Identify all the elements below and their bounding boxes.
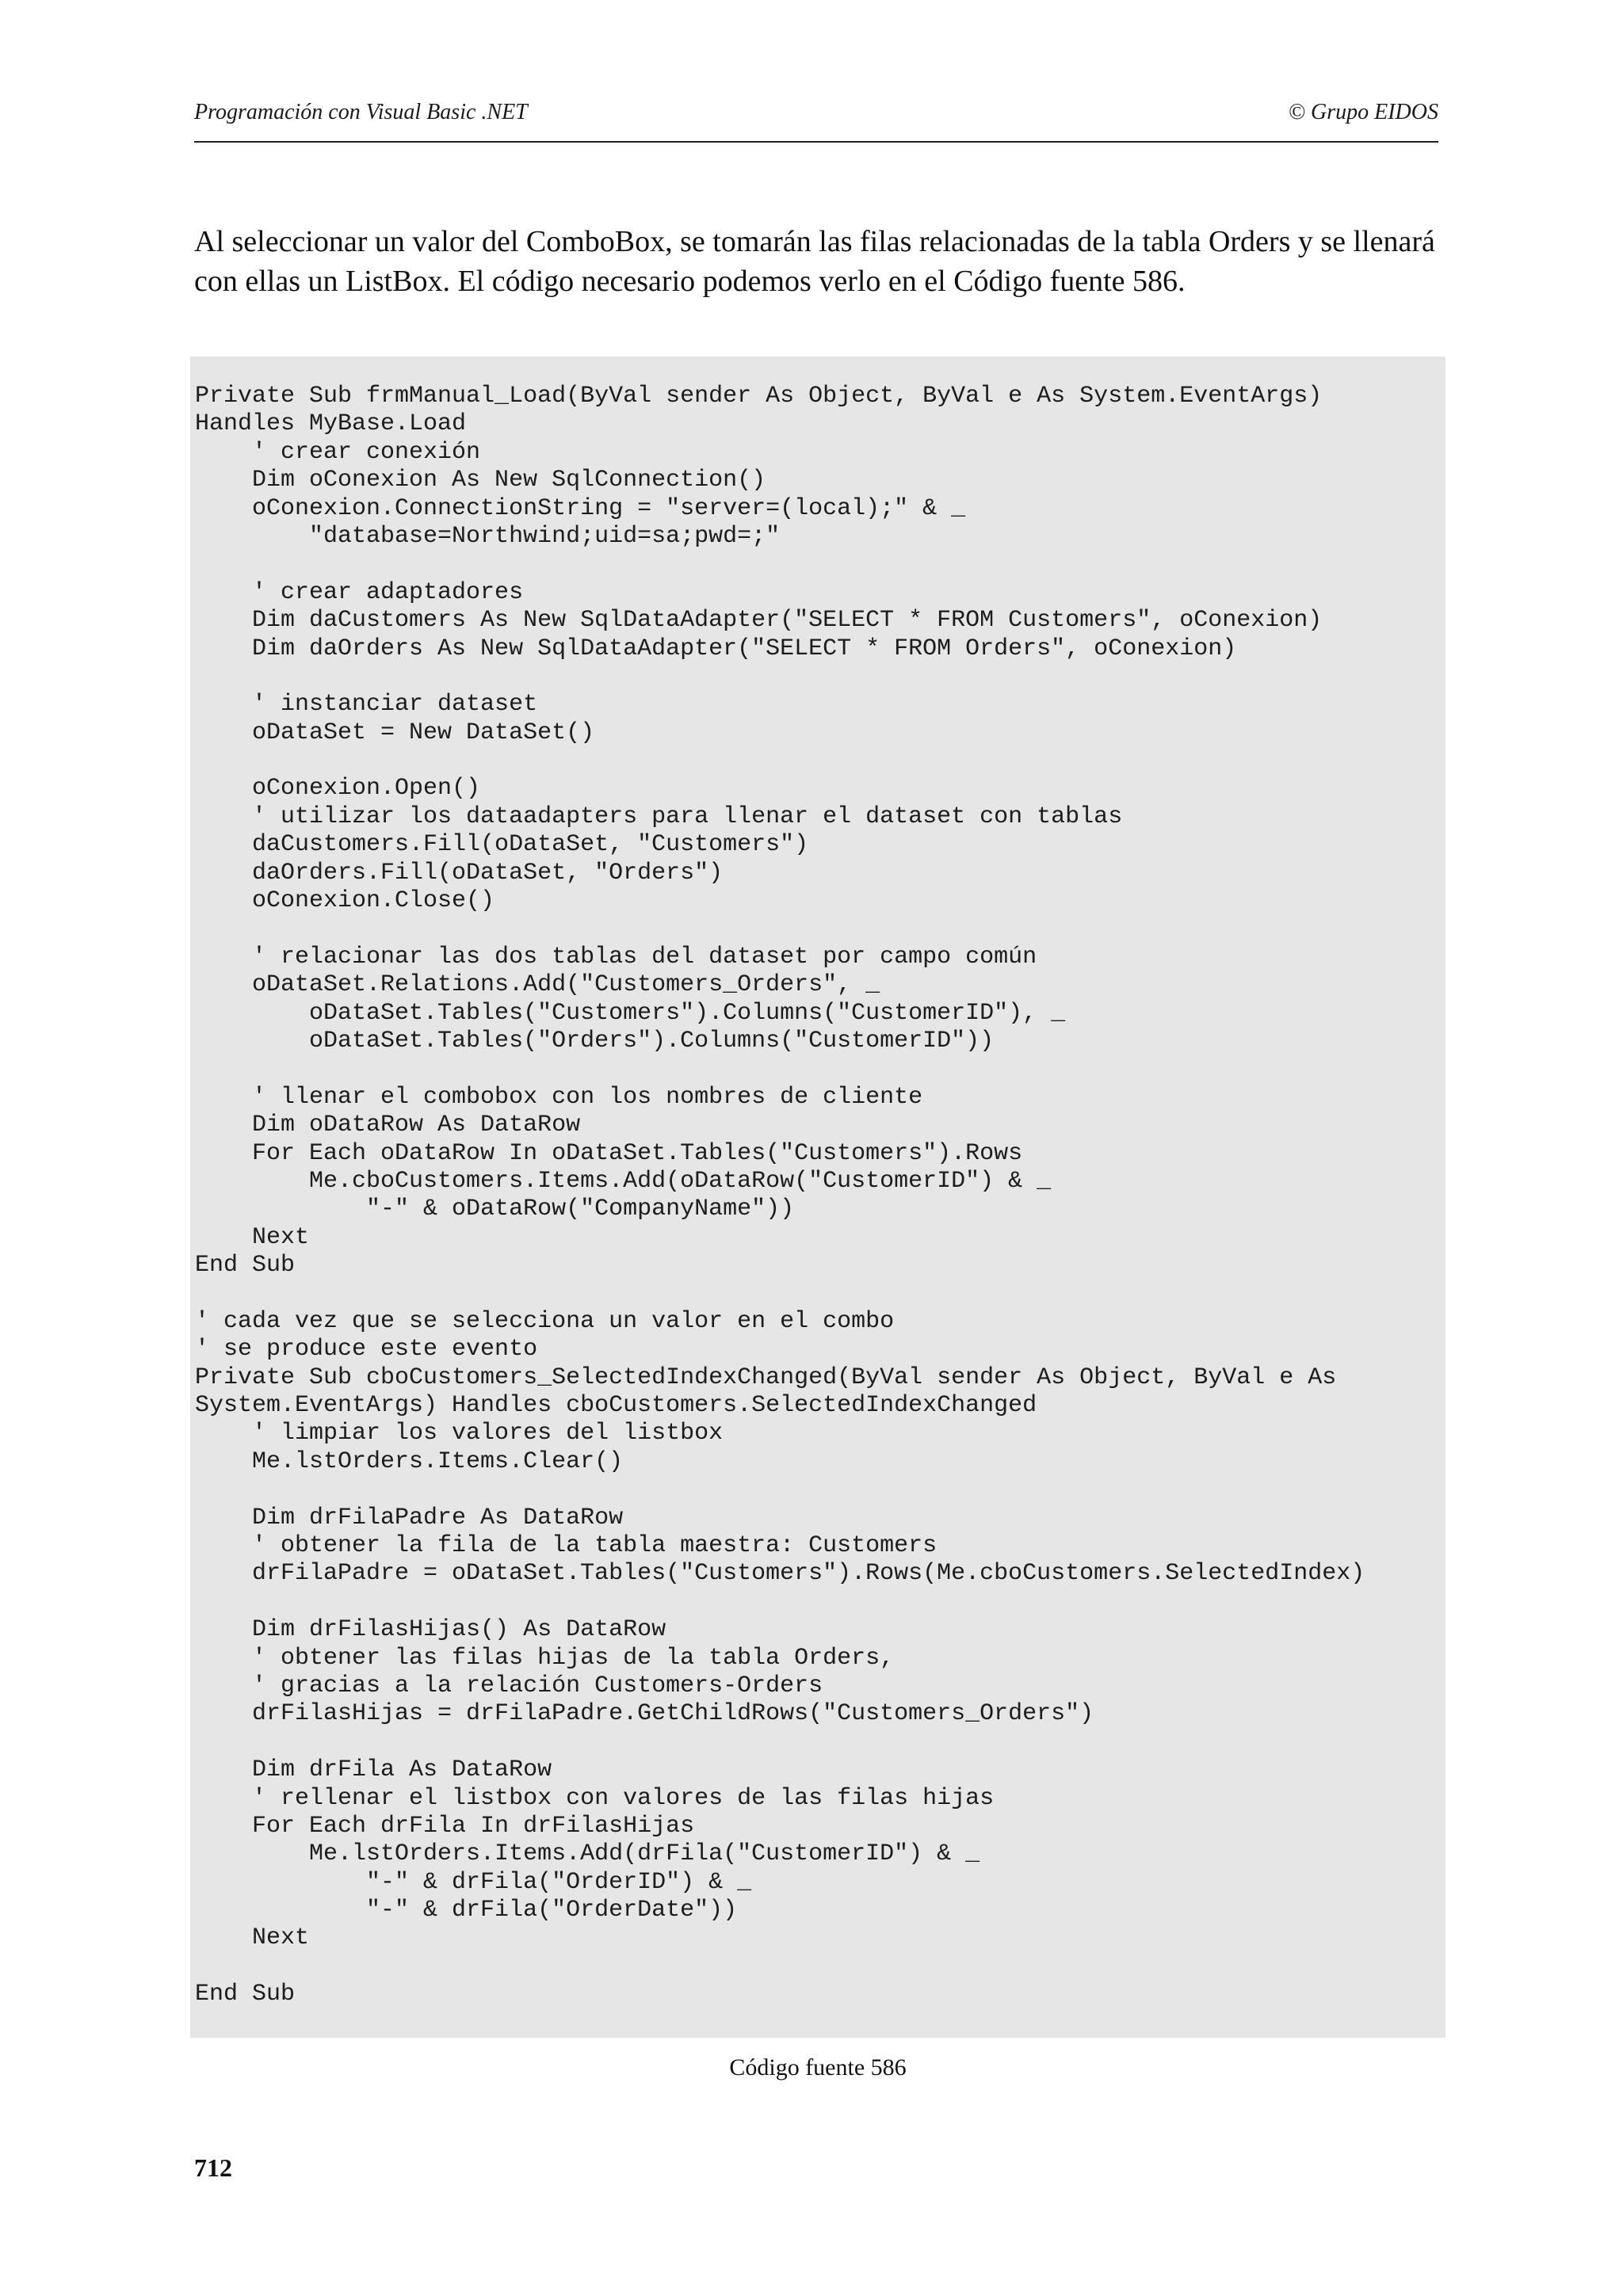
- code-line: ' limpiar los valores del listbox: [195, 1420, 724, 1447]
- code-line: ' llenar el combobox con los nombres de cliente: [195, 1083, 923, 1111]
- code-line: [195, 1589, 1365, 1616]
- intro-paragraph: [194, 222, 1446, 301]
- code-lines: [195, 383, 1365, 2009]
- code-line: System.EventArgs) Handles cboCustomers.SelectedIndexChanged: [195, 1392, 1037, 1420]
- code-line: Me.cboCustomers.Items.Add(oDataRow("CustomerID") & _: [195, 1167, 1052, 1195]
- code-line: Dim daCustomers As New SqlDataAdapter("SELECT * FROM Customers", oConexion): [195, 607, 1323, 635]
- code-line: [195, 551, 1365, 578]
- code-line: Private Sub cboCustomers_SelectedIndexChanged(ByVal sender As Object, ByVal e As: [195, 1363, 1337, 1391]
- code-line: ' rellenar el listbox con valores de las filas hijas: [195, 1784, 995, 1812]
- code-line: [195, 1729, 1365, 1756]
- code-line: "database=Northwind;uid=sa;pwd=;": [195, 522, 781, 550]
- code-line: Dim oConexion As New SqlConnection(): [195, 467, 766, 494]
- code-line: Me.lstOrders.Items.Clear(): [195, 1447, 624, 1475]
- code-line: oConexion.Close(): [195, 887, 495, 915]
- code-line: End Sub: [195, 1252, 296, 1280]
- code-line: [195, 1476, 1365, 1504]
- code-line: ' crear conexión: [195, 438, 481, 466]
- code-line: [195, 1953, 1365, 1981]
- code-line: ' utilizar los dataadapters para llenar el dataset con tablas: [195, 803, 1123, 830]
- code-line: oDataSet.Relations.Add("Customers_Orders", _: [195, 971, 880, 999]
- code-line: Dim drFilaPadre As DataRow: [195, 1504, 624, 1531]
- code-line: [195, 663, 1365, 691]
- code-line: daCustomers.Fill(oDataSet, "Customers"): [195, 831, 809, 859]
- code-line: Private Sub frmManual_Load(ByVal sender As Object, ByVal e As System.EventArgs): [195, 383, 1323, 410]
- code-line: oDataSet.Tables("Orders").Columns("CustomerID")): [195, 1027, 995, 1055]
- code-line: daOrders.Fill(oDataSet, "Orders"): [195, 859, 724, 887]
- code-line: drFilasHijas = drFilaPadre.GetChildRows("Customers_Orders"): [195, 1700, 1094, 1728]
- code-line: For Each oDataRow In oDataSet.Tables("Customers").Rows: [195, 1139, 1023, 1167]
- code-line: ' obtener la fila de la tabla maestra: Customers: [195, 1532, 938, 1560]
- code-caption: Código fuente 586: [729, 2054, 907, 2081]
- code-line: "-" & drFila("OrderDate")): [195, 1897, 738, 1924]
- code-line: Next: [195, 1924, 310, 1952]
- code-line: ' gracias a la relación Customers-Orders: [195, 1672, 823, 1699]
- code-line: ' instanciar dataset: [195, 691, 538, 719]
- intro-text: Al seleccionar un valor del ComboBox, se tomarán las filas relacionadas de la tabla Orders y se llenará con ellas un ListBox. El código necesario podemos verlo en el Código fuente 586.: [194, 225, 1435, 298]
- code-line: "-" & drFila("OrderID") & _: [195, 1868, 752, 1896]
- code-line: ' relacionar las dos tablas del dataset por campo común: [195, 943, 1037, 971]
- code-line: Dim drFilasHijas() As DataRow: [195, 1616, 666, 1644]
- code-line: [195, 1280, 1365, 1308]
- code-listing: [190, 357, 1445, 2038]
- code-line: End Sub: [195, 1981, 296, 2008]
- code-line: ' crear adaptadores: [195, 578, 524, 606]
- code-line: Dim drFila As DataRow: [195, 1756, 552, 1784]
- code-line: Dim oDataRow As DataRow: [195, 1112, 581, 1139]
- code-line: oDataSet.Tables("Customers").Columns("CustomerID"), _: [195, 999, 1066, 1027]
- code-line: Next: [195, 1223, 310, 1251]
- code-line: [195, 1055, 1365, 1083]
- code-line: oConexion.Open(): [195, 775, 481, 803]
- code-line: [195, 915, 1365, 943]
- code-line: Handles MyBase.Load: [195, 410, 467, 438]
- code-line: ' se produce este evento: [195, 1336, 538, 1363]
- code-line: ' obtener las filas hijas de la tabla Orders,: [195, 1644, 895, 1672]
- code-line: For Each drFila In drFilasHijas: [195, 1812, 695, 1840]
- code-line: Me.lstOrders.Items.Add(drFila("CustomerID") & _: [195, 1840, 980, 1868]
- code-line: oConexion.ConnectionString = "server=(local);" & _: [195, 494, 966, 522]
- code-line: ' cada vez que se selecciona un valor en el combo: [195, 1307, 895, 1335]
- publisher-name: © Grupo EIDOS: [1288, 100, 1438, 124]
- code-line: [195, 747, 1365, 775]
- code-line: Dim daOrders As New SqlDataAdapter("SELECT * FROM Orders", oConexion): [195, 635, 1237, 662]
- page-number: 712: [194, 2153, 232, 2182]
- book-title: Programación con Visual Basic .NET: [194, 100, 528, 124]
- code-line: drFilaPadre = oDataSet.Tables("Customers").Rows(Me.cboCustomers.SelectedIndex): [195, 1560, 1365, 1588]
- code-line: "-" & oDataRow("CompanyName")): [195, 1196, 795, 1223]
- running-header: [194, 95, 1438, 143]
- code-line: oDataSet = New DataSet(): [195, 719, 595, 746]
